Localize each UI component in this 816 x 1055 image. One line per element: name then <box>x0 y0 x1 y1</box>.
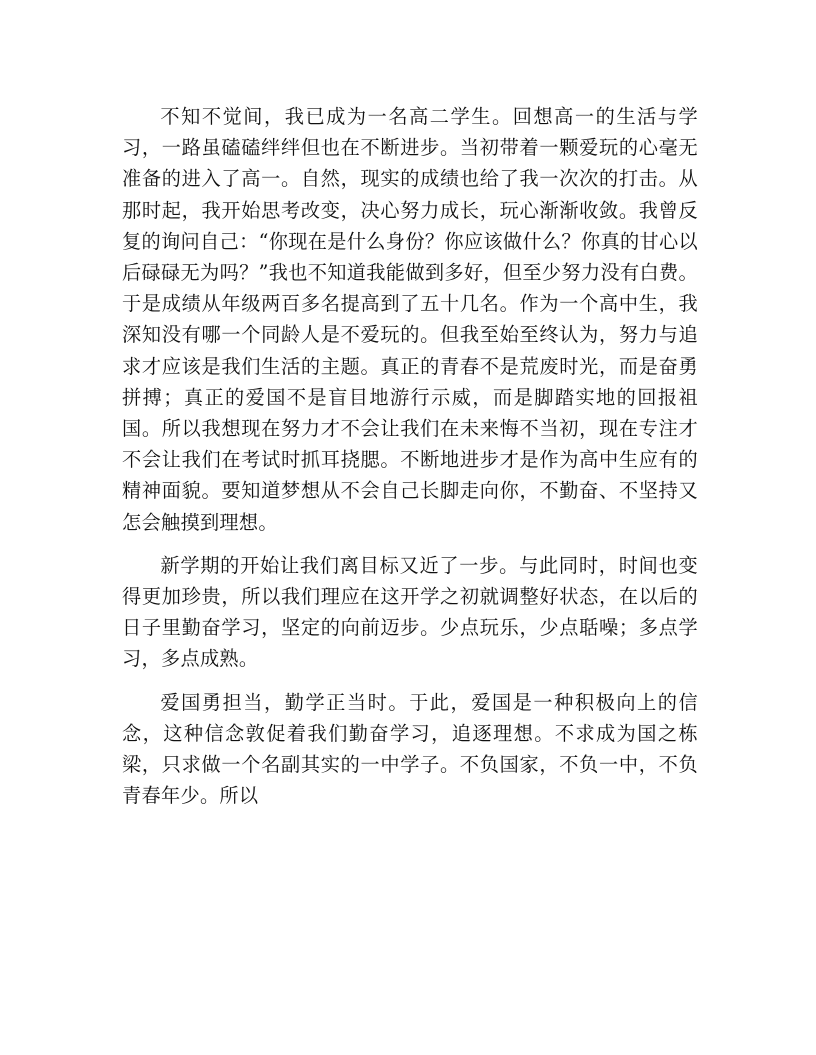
essay-body <box>122 101 698 823</box>
paragraph-1: 不知不觉间，我已成为一名高二学生。回想高一的生活与学习，一路虽磕磕绊绊但也在不断进步。当初带着一颗爱玩的心毫无准备的进入了高一。自然，现实的成绩也给了我一次次的打击。从那时起，我开始思考改变，决心努力成长，玩心渐渐收敛。我曾反复的询问自己：“你现在是什么身份？你应该做什么？你真的甘心以后碌碌无为吗？”我也不知道我能做到多好，但至少努力没有白费。于是成绩从年级两百多名提高到了五十几名。作为一个高中生，我深知没有哪一个同龄人是不爱玩的。但我至始至终认为，努力与追求才应该是我们生活的主题。真正的青春不是荒废时光，而是奋勇拼搏；真正的爱国不是盲目地游行示威，而是脚踏实地的回报祖国。所以我想现在努力才不会让我们在未来悔不当初，现在专注才不会让我们在考试时抓耳挠腮。不断地进步才是作为高中生应有的精神面貌。要知道梦想从不会自己长脚走向你，不勤奋、不坚持又怎会触摸到理想。 <box>122 105 698 534</box>
paragraph-2: 新学期的开始让我们离目标又近了一步。与此同时，时间也变得更加珍贵，所以我们理应在这开学之初就调整好状态，在以后的日子里勤奋学习，坚定的向前迈步。少点玩乐，少点聒噪；多点学习，多点成熟。 <box>122 553 698 671</box>
paragraph-3: 爱国勇担当，勤学正当时。于此，爱国是一种积极向上的信念，这种信念敦促着我们勤奋学习，追逐理想。不求成为国之栋梁，只求做一个名副其实的一中学子。不负国家，不负一中，不负青春年少。所以 <box>122 690 698 808</box>
